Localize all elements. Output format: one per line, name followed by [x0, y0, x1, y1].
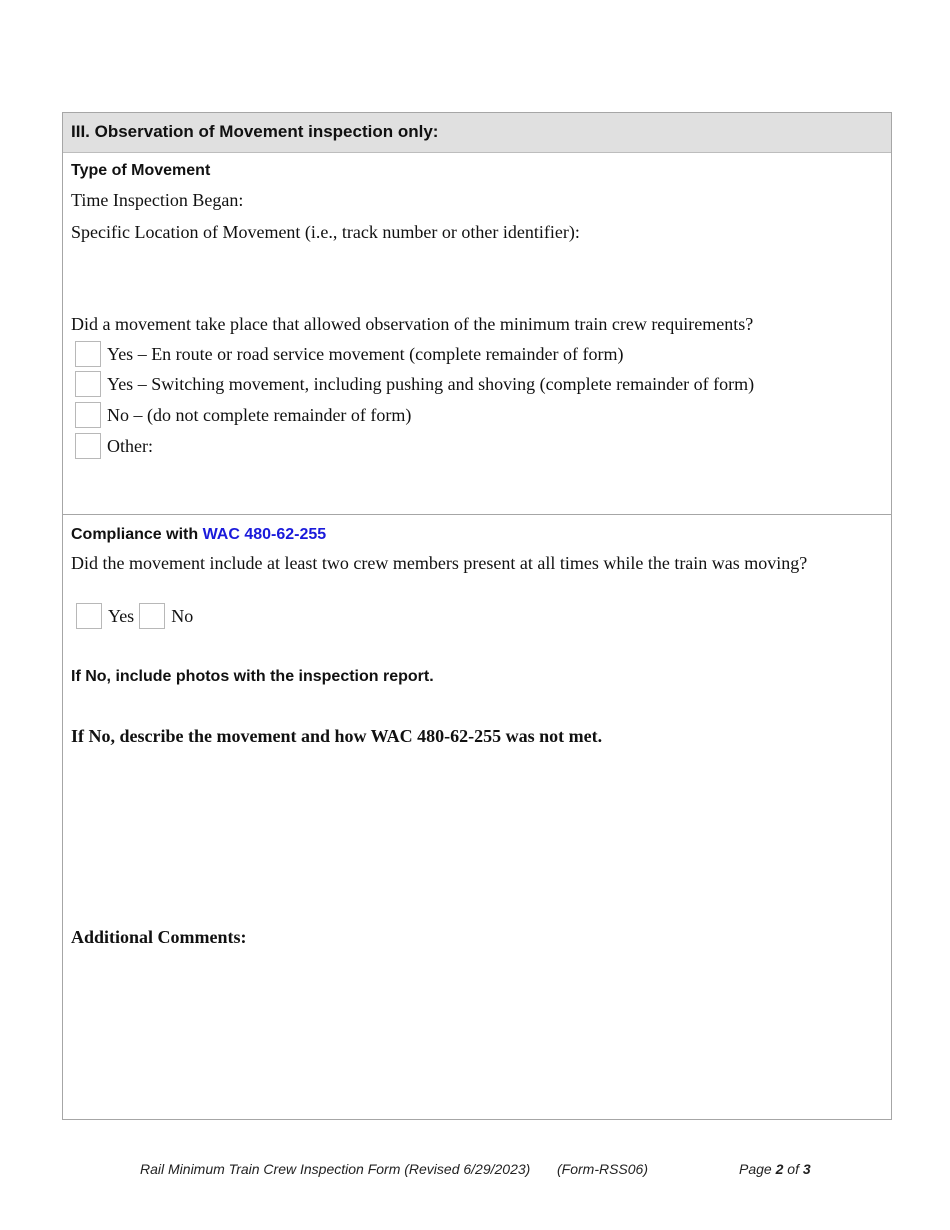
checkbox-no-movement[interactable] — [75, 402, 101, 428]
yes-no-row — [76, 603, 193, 629]
option-row-en-route — [75, 341, 624, 367]
option-label-switching: Yes – Switching movement, including pushing and shoving (complete remainder of form) — [107, 373, 755, 394]
option-row-no — [75, 402, 411, 428]
footer-page-number — [739, 1161, 811, 1177]
footer-form-id: (Form-RSS06) — [557, 1161, 649, 1177]
option-label-other: Other: — [107, 435, 153, 456]
time-inspection-began-label: Time Inspection Began: — [71, 190, 244, 210]
footer-page-total: 3 — [802, 1161, 811, 1177]
option-row-other — [75, 433, 153, 459]
section-header: III. Observation of Movement inspection only: — [63, 113, 891, 153]
describe-label: If No, describe the movement and how WAC 480-62-255 was not met. — [71, 726, 603, 746]
checkbox-en-route[interactable] — [75, 341, 101, 367]
observation-section — [63, 153, 891, 515]
option-label-en-route: Yes – En route or road service movement (complete remainder of form) — [107, 343, 624, 364]
specific-location-label: Specific Location of Movement (i.e., track number or other identifier): — [71, 222, 580, 242]
option-row-switching — [75, 371, 754, 397]
inspection-form-box — [62, 112, 892, 1120]
wac-link[interactable]: WAC 480-62-255 — [202, 526, 327, 543]
crew-members-question: Did the movement include at least two crew members present at all times while the train was moving? — [71, 553, 808, 573]
checkbox-yes[interactable] — [76, 603, 102, 629]
footer-page-current: 2 — [775, 1161, 784, 1177]
option-label-no: No – (do not complete remainder of form) — [107, 404, 412, 425]
compliance-heading — [71, 526, 326, 544]
photos-note: If No, include photos with the inspection report. — [71, 668, 434, 685]
no-label: No — [171, 605, 194, 626]
compliance-section — [63, 515, 891, 1119]
checkbox-other[interactable] — [75, 433, 101, 459]
footer-form-title: Rail Minimum Train Crew Inspection Form (Revised 6/29/2023) — [140, 1161, 531, 1177]
movement-question: Did a movement take place that allowed observation of the minimum train crew requirements? — [71, 314, 754, 334]
compliance-heading-prefix: Compliance with — [71, 526, 203, 543]
type-of-movement-heading: Type of Movement — [71, 162, 211, 179]
footer-page-prefix: Page — [739, 1161, 776, 1177]
checkbox-switching[interactable] — [75, 371, 101, 397]
yes-label: Yes — [108, 605, 135, 626]
checkbox-no[interactable] — [139, 603, 165, 629]
footer-page-of: of — [783, 1161, 803, 1177]
additional-comments-label: Additional Comments: — [71, 927, 247, 947]
